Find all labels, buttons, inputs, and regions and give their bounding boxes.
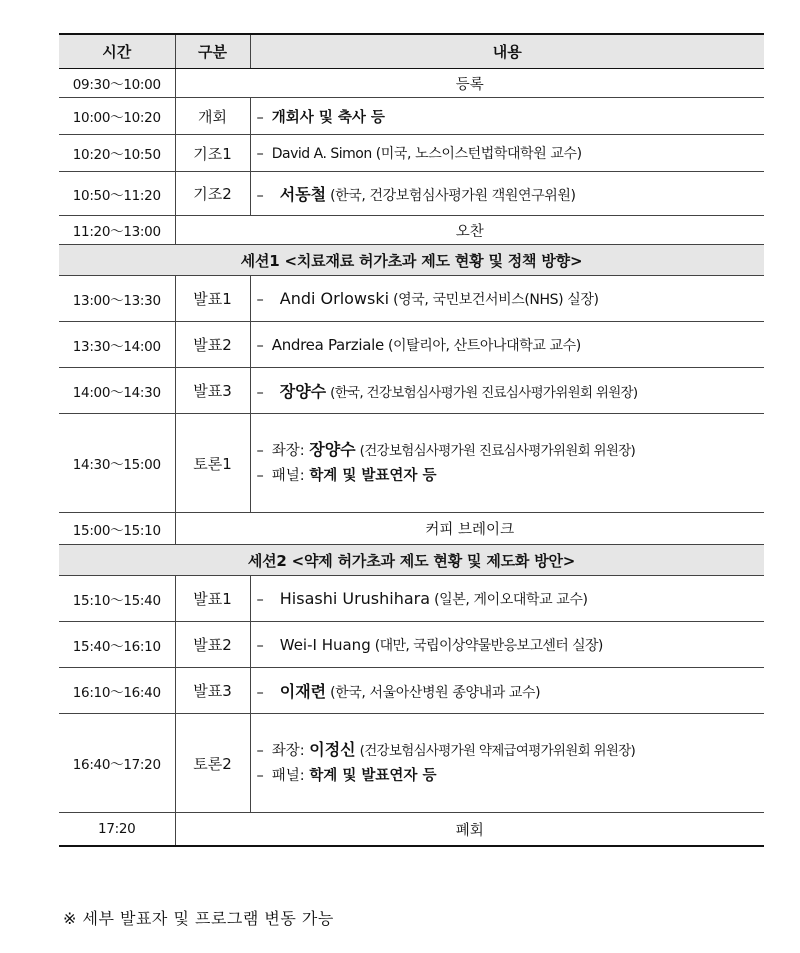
dash-mark: – [256, 443, 264, 459]
chair-detail: (건강보험심사평가원 진료심사평가위원회 위원장) [359, 443, 636, 459]
dash-mark: – [256, 291, 264, 308]
table-row [59, 414, 764, 513]
row-content [250, 368, 764, 414]
table-row [59, 513, 764, 545]
table-row [59, 813, 764, 847]
speaker-detail: (미국, 노스이스턴법학대학원 교수) [375, 146, 582, 162]
dash-mark: – [256, 768, 264, 784]
panel-line [257, 764, 759, 789]
row-text: 개회사 및 축사 등 [271, 109, 385, 126]
table-row [59, 576, 764, 622]
row-type: 발표3 [175, 668, 250, 714]
panel-line [257, 464, 759, 489]
session-title: 세션1 <치료재료 허가초과 제도 현황 및 정책 방향> [59, 245, 764, 276]
row-time: 16:10～16:40 [59, 668, 175, 714]
row-content: 등록 [175, 69, 764, 98]
row-time: 10:20～10:50 [59, 135, 175, 172]
table-row [59, 135, 764, 172]
row-content [250, 135, 764, 172]
session-row [59, 545, 764, 576]
table-row [59, 322, 764, 368]
dash-mark: – [256, 591, 264, 608]
row-time: 09:30～10:00 [59, 69, 175, 98]
row-content [250, 414, 764, 513]
chair-line [257, 737, 759, 764]
row-content [250, 576, 764, 622]
dash-mark: – [256, 743, 264, 759]
speaker-name: Andrea Parziale [271, 335, 384, 354]
speaker-detail: (대만, 국립이상약물반응보고센터 실장) [374, 637, 603, 654]
table-row [59, 714, 764, 813]
row-content: 폐회 [175, 813, 764, 847]
dash-mark: – [256, 385, 264, 401]
row-time: 15:40～16:10 [59, 622, 175, 668]
dash-mark: – [256, 337, 264, 354]
row-type: 토론1 [175, 414, 250, 513]
table-row [59, 622, 764, 668]
row-content [250, 322, 764, 368]
row-type: 발표2 [175, 322, 250, 368]
table-row [59, 368, 764, 414]
panel-text: 학계 및 발표연자 등 [309, 768, 437, 784]
row-type: 발표3 [175, 368, 250, 414]
row-time: 15:10～15:40 [59, 576, 175, 622]
row-content [250, 668, 764, 714]
row-type: 기조2 [175, 172, 250, 216]
chair-line [257, 437, 759, 464]
panel-label: 패널: [271, 468, 305, 484]
dash-mark: – [256, 637, 264, 654]
header-type: 구분 [175, 34, 250, 69]
row-content [250, 276, 764, 322]
row-type: 발표1 [175, 576, 250, 622]
speaker-detail: (일본, 게이오대학교 교수) [434, 591, 588, 608]
session-title: 세션2 <약제 허가초과 제도 현황 및 제도화 방안> [59, 545, 764, 576]
speaker-detail: (이탈리아, 산트아나대학교 교수) [387, 337, 581, 354]
header-time: 시간 [59, 34, 175, 69]
row-type: 발표1 [175, 276, 250, 322]
speaker-name: Wei-I Huang [279, 635, 371, 654]
table-row [59, 668, 764, 714]
table-row [59, 98, 764, 135]
chair-name: 장양수 [309, 440, 356, 459]
row-time: 13:30～14:00 [59, 322, 175, 368]
row-content: 오찬 [175, 216, 764, 245]
row-type: 기조1 [175, 135, 250, 172]
speaker-name: David A. Simon [271, 146, 372, 162]
speaker-detail: (한국, 건강보험심사평가원 객원연구위원) [330, 188, 576, 204]
row-content [250, 714, 764, 813]
dash-mark: – [256, 188, 264, 204]
row-time: 14:00～14:30 [59, 368, 175, 414]
row-time: 13:00～13:30 [59, 276, 175, 322]
row-content [250, 98, 764, 135]
dash-mark: – [256, 468, 264, 484]
panel-text: 학계 및 발표연자 등 [309, 468, 437, 484]
row-type: 발표2 [175, 622, 250, 668]
speaker-name: Hisashi Urushihara [279, 588, 431, 608]
header-content: 내용 [250, 34, 764, 69]
dash-mark: – [256, 146, 264, 162]
speaker-name: Andi Orlowski [279, 288, 390, 308]
table-row [59, 216, 764, 245]
row-time: 15:00～15:10 [59, 513, 175, 545]
table-header-row [59, 34, 764, 69]
row-time: 10:50～11:20 [59, 172, 175, 216]
dash-mark: – [256, 109, 264, 126]
row-content [250, 172, 764, 216]
chair-name: 이정신 [309, 740, 356, 759]
row-time: 17:20 [59, 813, 175, 847]
row-type: 개회 [175, 98, 250, 135]
chair-label: 좌장: [271, 743, 305, 759]
speaker-name: 이재련 [279, 682, 327, 701]
session-row [59, 245, 764, 276]
chair-detail: (건강보험심사평가원 약제급여평가위원회 위원장) [359, 743, 636, 759]
row-time: 14:30～15:00 [59, 414, 175, 513]
footnote: ※ 세부 발표자 및 프로그램 변동 가능 [63, 909, 334, 928]
speaker-detail: (한국, 건강보험심사평가원 진료심사평가위원회 위원장) [330, 385, 638, 401]
row-time: 11:20～13:00 [59, 216, 175, 245]
row-content [250, 622, 764, 668]
row-type: 토론2 [175, 714, 250, 813]
row-time: 10:00～10:20 [59, 98, 175, 135]
speaker-name: 장양수 [279, 382, 327, 401]
row-content: 커피 브레이크 [175, 513, 764, 545]
speaker-detail: (영국, 국민보건서비스(NHS) 실장) [393, 291, 599, 308]
row-time: 16:40～17:20 [59, 714, 175, 813]
dash-mark: – [256, 685, 264, 701]
table-row [59, 69, 764, 98]
panel-label: 패널: [271, 768, 305, 784]
table-row [59, 276, 764, 322]
speaker-detail: (한국, 서울아산병원 종양내과 교수) [330, 685, 541, 701]
table-row [59, 172, 764, 216]
speaker-name: 서동철 [279, 185, 327, 204]
chair-label: 좌장: [271, 443, 305, 459]
program-schedule-table [59, 33, 764, 847]
